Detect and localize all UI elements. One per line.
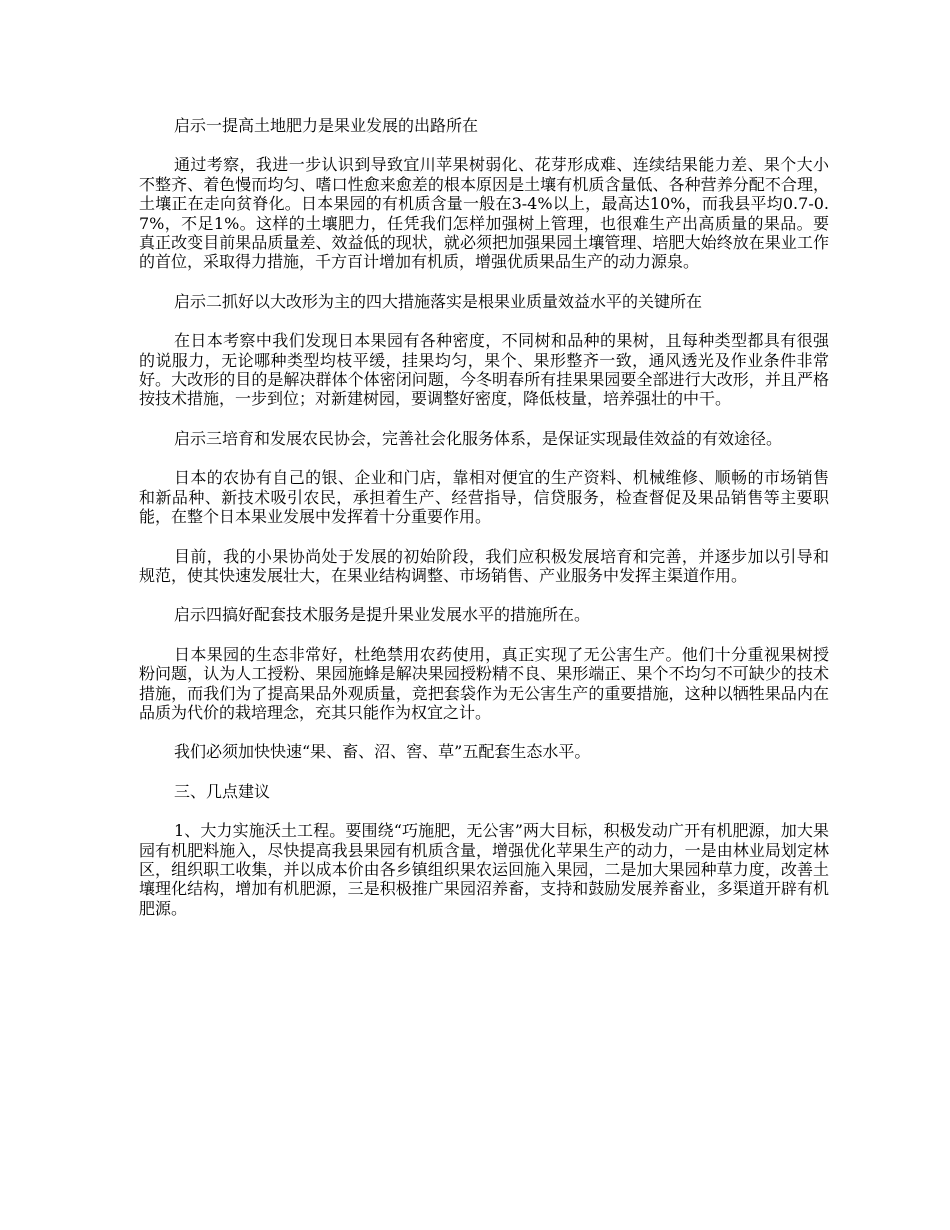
paragraph-4: 目前，我的小果协尚处于发展的初始阶段，我们应积极发展培育和完善，并逐步加以引导和规范，使其快速发展壮大，在果业结构调整、市场销售、产业服务中发挥主渠道作用。: [139, 546, 829, 585]
section-title-suggestions: 三、几点建议: [174, 781, 271, 801]
paragraph-3: 日本的农协有自己的银、企业和门店，靠相对便宜的生产资料、机械维修、顺畅的市场销售和新品种、新技术吸引农民，承担着生产、经营指导，信贷服务，检查督促及果品销售等主要职能，在整个日本果业发展中发挥着十分重要作用。: [139, 468, 829, 527]
paragraph-5: 日本果园的生态非常好，杜绝禁用农药使用，真正实现了无公害生产。他们十分重视果树授粉问题，认为人工授粉、果园施蜂是解决果园授粉精不良、果形端正、果个不均匀不可缺少的技术措施，而我们为了提高果品外观质量，竞把套袋作为无公害生产的重要措施，这种以牺牲果品内在品质为代价的栽培理念，充其只能作为权宜之计。: [139, 644, 829, 722]
paragraph-ecology-line: 我们必须加快快速“果、畜、沼、窖、草”五配套生态水平。: [174, 742, 591, 762]
paragraph-2: 在日本考察中我们发现日本果园有各种密度，不同树和品种的果树，且每种类型都具有很强的说服力，无论哪种类型均枝平缓，挂果均匀，果个、果形整齐一致，通风透光及作业条件非常好。大改形的目的是解决群体个体密闭问题，今冬明春所有挂果果园要全部进行大改形，并且严格按技术措施，一步到位；对新建树园，要调整好密度，降低枝量，培养强壮的中干。: [139, 331, 829, 409]
paragraph-heading-4: 启示四搞好配套技术服务是提升果业发展水平的措施所在。: [174, 605, 591, 625]
paragraph-6: 1、大力实施沃土工程。要围绕“巧施肥，无公害”两大目标，积极发动广开有机肥源，加大果园有机肥料施入，尽快提高我县果园有机质含量，增强优化苹果生产的动力，一是由林业局划定林区，组织职工收集，并以成本价由各乡镇组织果农运回施入果园，二是加大果园种草力度，改善土壤理化结构，增加有机肥源，三是积极推广果园沼养畜，支持和鼓励发展养畜业，多渠道开辟有机肥源。: [139, 821, 829, 918]
paragraph-heading-1: 启示一提高土地肥力是果业发展的出路所在: [174, 116, 479, 135]
paragraph-heading-2: 启示二抓好以大改形为主的四大措施落实是根果业质量效益水平的关键所在: [174, 291, 703, 311]
document-body: [139, 116, 829, 938]
paragraph-heading-3: 启示三培育和发展农民协会，完善社会化服务体系，是保证实现最佳效益的有效途径。: [174, 428, 783, 448]
paragraph-1: 通过考察，我进一步认识到导致宜川苹果树弱化、花芽形成难、连续结果能力差、果个大小不整齐、着色慢而均匀、嗜口性愈来愈差的根本原因是土壤有机质含量低、各种营养分配不合理，土壤正在走向贫脊化。日本果园的有机质含量一般在3-4%以上，最高达10%，而我县平均0.7-0.7%，不足1%。这样的土壤肥力，任凭我们怎样加强树上管理，也很难生产出高质量的果品。要真正改变目前果品质量差、效益低的现状，就必须把加强果园土壤管理、培肥大始终放在果业工作的首位，采取得力措施，千方百计增加有机质，增强优质果品生产的动力源泉。: [139, 155, 829, 272]
